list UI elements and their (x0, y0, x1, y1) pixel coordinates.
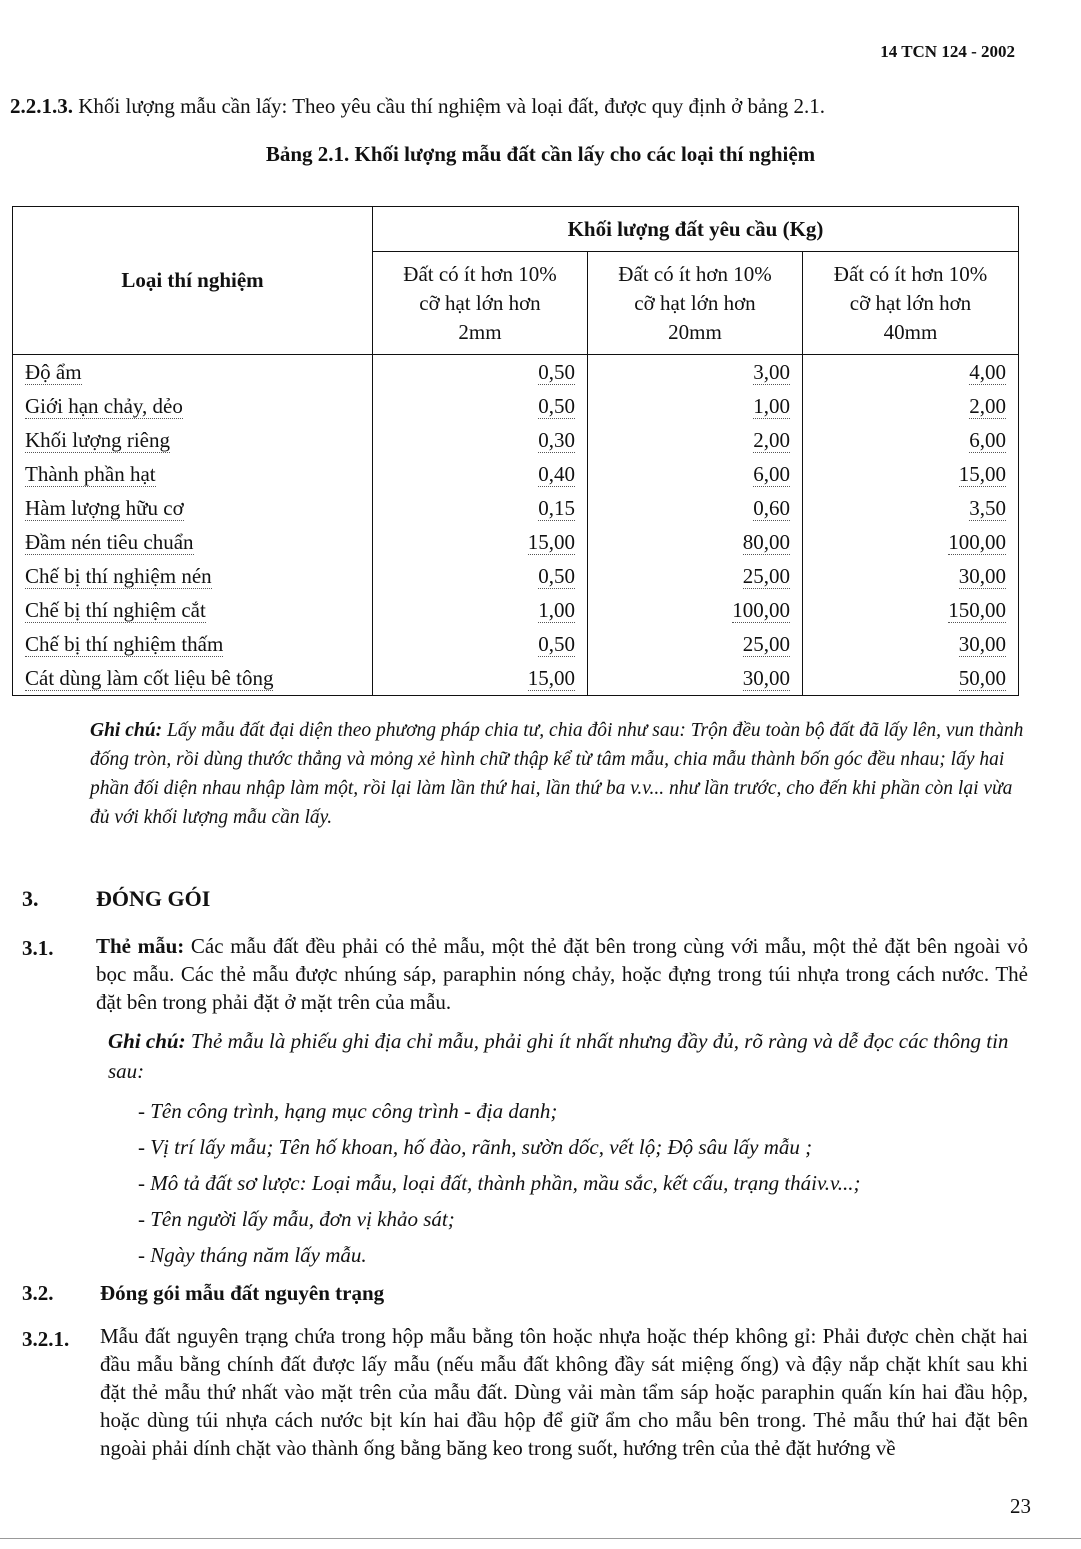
mass-value-cell: 0,30 (373, 423, 588, 457)
note-sampling-method (90, 716, 1028, 832)
mass-value-cell: 3,50 (803, 491, 1019, 525)
section-3-2-number: 3.2. (22, 1281, 54, 1305)
section-3-number: 3. (22, 886, 39, 911)
mass-value-cell: 0,40 (373, 457, 588, 491)
section-3-2-1-number: 3.2.1. (22, 1327, 70, 1351)
mass-value-cell: 30,00 (588, 661, 803, 696)
note-label: Ghi chú: (90, 720, 163, 741)
document-code-header: 14 TCN 124 - 2002 (880, 42, 1015, 61)
mass-value-cell: 6,00 (803, 423, 1019, 457)
mass-value-cell: 1,00 (373, 593, 588, 627)
list-item: - Tên người lấy mẫu, đơn vị khảo sát; (138, 1207, 455, 1231)
section-3-1-label: Thẻ mẫu: (96, 934, 185, 958)
table-row (13, 389, 1019, 423)
subheader-40mm: Đất có ít hơn 10% cỡ hạt lớn hơn 40mm (803, 252, 1019, 355)
subheader-2mm: Đất có ít hơn 10% cỡ hạt lớn hơn 2mm (373, 252, 588, 355)
list-item: - Vị trí lấy mẫu; Tên hố khoan, hố đào, rãnh, sườn dốc, vết lộ; Độ sâu lấy mẫu ; (138, 1135, 813, 1159)
table-row (13, 423, 1019, 457)
table-row (13, 491, 1019, 525)
mass-value-cell: 100,00 (803, 525, 1019, 559)
header-test-type: Loại thí nghiệm (13, 207, 373, 355)
mass-value-cell: 0,60 (588, 491, 803, 525)
mass-value-cell: 4,00 (803, 355, 1019, 390)
mass-value-cell: 30,00 (803, 559, 1019, 593)
scan-edge-line (0, 1538, 1081, 1539)
table-row (13, 355, 1019, 390)
table-row (13, 593, 1019, 627)
mass-value-cell: 80,00 (588, 525, 803, 559)
test-name-cell: Giới hạn chảy, dẻo (13, 389, 373, 423)
note-text: Lấy mẫu đất đại diện theo phương pháp chia tư, chia đôi như sau: Trộn đều toàn bộ đất đã lấy lên, vun thành đống tròn, rồi dùng thước thẳng và mỏng xẻ hình chữ thập kể từ tâm mẫu, chia mẫu thành bốn góc đều nhau; lấy hai phần đối diện nhau nhập làm một, rồi lại làm lần thứ hai, lần thứ ba v.v... như lần trước, cho đến khi phần còn lại vừa đủ với khối lượng mẫu cần lấy. (90, 720, 1024, 828)
intro-text: Khối lượng mẫu cần lấy: Theo yêu cầu thí nghiệm và loại đất, được quy định ở bảng 2.1. (78, 94, 826, 118)
test-name-cell: Khối lượng riêng (13, 423, 373, 457)
mass-value-cell: 15,00 (373, 525, 588, 559)
test-name-cell: Độ ẩm (13, 355, 373, 390)
mass-value-cell: 2,00 (588, 423, 803, 457)
section-3-1-paragraph (96, 932, 1028, 1016)
note2-text: Thẻ mẫu là phiếu ghi địa chỉ mẫu, phải ghi ít nhất nhưng đầy đủ, rõ ràng và dễ đọc các thông tin sau: (108, 1029, 1009, 1083)
mass-value-cell: 2,00 (803, 389, 1019, 423)
mass-value-cell: 3,00 (588, 355, 803, 390)
test-name-cell: Chế bị thí nghiệm thấm (13, 627, 373, 661)
table-row (13, 559, 1019, 593)
page-number: 23 (1010, 1494, 1031, 1518)
intro-number: 2.2.1.3. (10, 94, 73, 118)
mass-value-cell: 50,00 (803, 661, 1019, 696)
section-3-2-1-text: Mẫu đất nguyên trạng chứa trong hộp mẫu bằng tôn hoặc nhựa hoặc thép không gỉ: Phải được chèn chặt hai đầu mẫu bằng chính đất được lấy mẫu (nếu mẫu đất không đầy sát miệng ống) và đậy nắp chặt khít sau khi đặt thẻ mẫu thứ nhất vào mặt trên của mẫu đất. Dùng vải màn tẩm sáp hoặc paraphin quấn kín hai đầu hộp, hoặc dùng túi nhựa cách nước bịt kín hai đầu hộp để giữ ẩm cho mẫu bên trong. Thẻ mẫu thứ hai đặt bên ngoài phải dính chặt vào thành ống bằng băng keo trong suốt, hướng trên của thẻ đặt hướng về (100, 1324, 1028, 1460)
note-sample-tag (108, 1026, 1030, 1086)
mass-value-cell: 6,00 (588, 457, 803, 491)
header-required-mass: Khối lượng đất yêu cầu (Kg) (373, 207, 1019, 252)
list-item: - Tên công trình, hạng mục công trình - địa danh; (138, 1099, 558, 1123)
mass-value-cell: 25,00 (588, 559, 803, 593)
list-item: - Ngày tháng năm lấy mẫu. (138, 1243, 367, 1267)
sample-tag-info-list (138, 1093, 861, 1273)
mass-value-cell: 30,00 (803, 627, 1019, 661)
mass-value-cell: 100,00 (588, 593, 803, 627)
mass-value-cell: 25,00 (588, 627, 803, 661)
mass-value-cell: 0,50 (373, 559, 588, 593)
mass-value-cell: 150,00 (803, 593, 1019, 627)
mass-value-cell: 0,50 (373, 627, 588, 661)
sample-mass-table (12, 206, 1019, 696)
table-row (13, 661, 1019, 696)
section-3-title: ĐÓNG GÓI (96, 886, 211, 911)
section-3-1-number: 3.1. (22, 936, 54, 960)
test-name-cell: Cát dùng làm cốt liệu bê tông (13, 661, 373, 696)
subheader-20mm: Đất có ít hơn 10% cỡ hạt lớn hơn 20mm (588, 252, 803, 355)
table-row (13, 457, 1019, 491)
table-caption: Bảng 2.1. Khối lượng mẫu đất cần lấy cho các loại thí nghiệm (265, 142, 816, 166)
section-3-2-title: Đóng gói mẫu đất nguyên trạng (100, 1281, 385, 1305)
mass-value-cell: 0,50 (373, 389, 588, 423)
note2-label: Ghi chú: (108, 1029, 186, 1053)
test-name-cell: Hàm lượng hữu cơ (13, 491, 373, 525)
mass-value-cell: 15,00 (803, 457, 1019, 491)
mass-value-cell: 15,00 (373, 661, 588, 696)
mass-value-cell: 0,15 (373, 491, 588, 525)
mass-value-cell: 1,00 (588, 389, 803, 423)
list-item: - Mô tả đất sơ lược: Loại mẫu, loại đất, thành phần, mầu sắc, kết cấu, trạng tháiv.v...; (138, 1171, 861, 1195)
section-3-1-text: Các mẫu đất đều phải có thẻ mẫu, một thẻ đặt bên trong cùng với mẫu, một thẻ đặt bên ngoài vỏ bọc mẫu. Các thẻ mẫu được nhúng sáp, paraphin nóng chảy, hoặc đựng trong túi nhựa trong cách nước. Thẻ đặt bên trong phải đặt ở mặt trên của mẫu. (96, 934, 1028, 1014)
test-name-cell: Đầm nén tiêu chuẩn (13, 525, 373, 559)
mass-value-cell: 0,50 (373, 355, 588, 390)
test-name-cell: Thành phần hạt (13, 457, 373, 491)
table-row (13, 627, 1019, 661)
intro-paragraph (10, 92, 1030, 121)
test-name-cell: Chế bị thí nghiệm cắt (13, 593, 373, 627)
table-row (13, 525, 1019, 559)
test-name-cell: Chế bị thí nghiệm nén (13, 559, 373, 593)
